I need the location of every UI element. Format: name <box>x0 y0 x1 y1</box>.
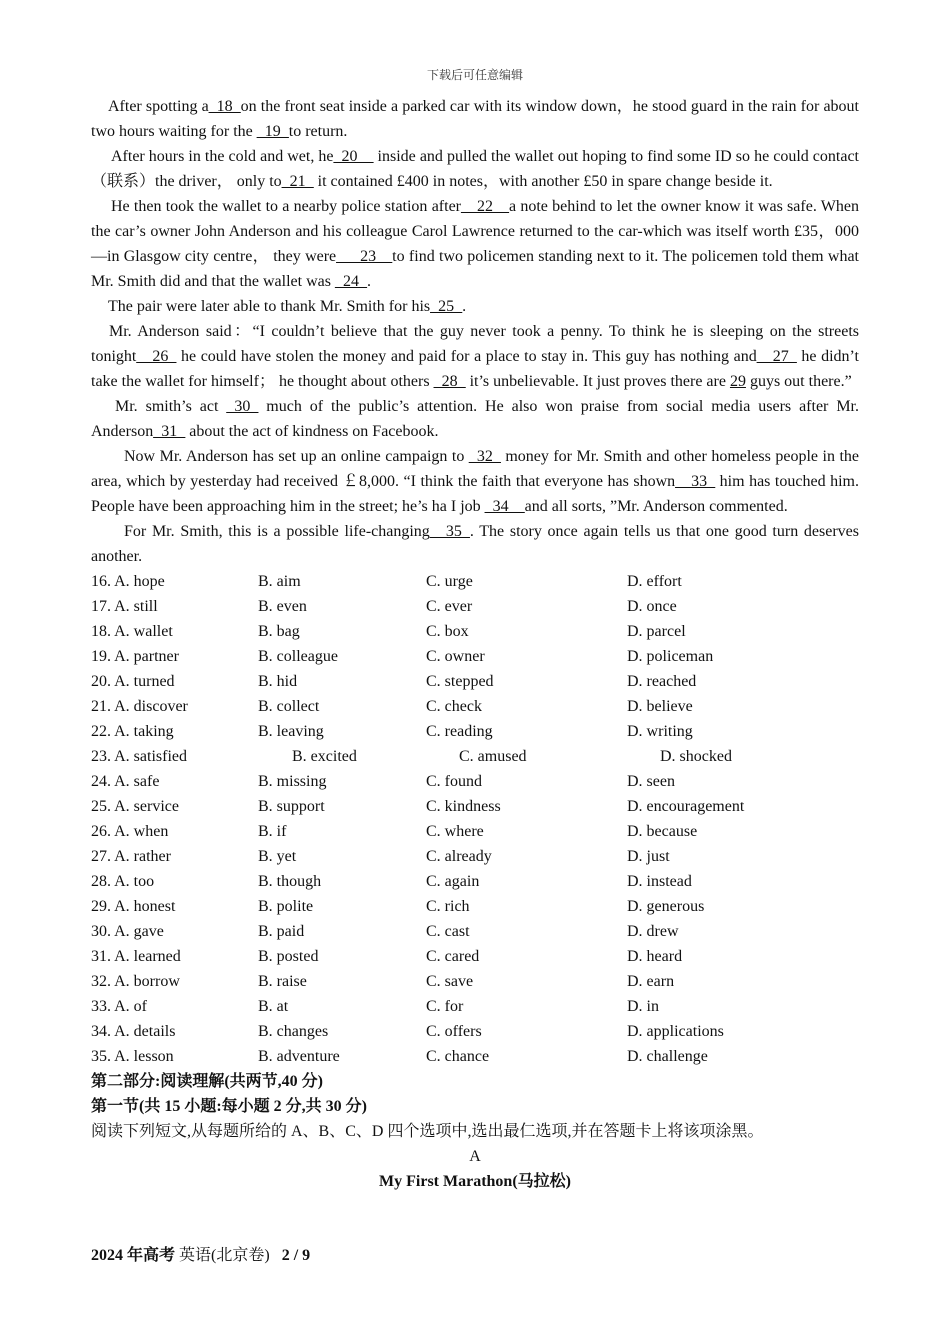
option-d: D. earn <box>627 973 675 990</box>
blank: __35_ <box>429 523 470 540</box>
option-c: C. already <box>426 848 492 865</box>
option-b: B. bag <box>258 623 300 640</box>
option-a: 17. A. still <box>91 598 158 615</box>
text-run: guys out there.” <box>745 373 852 390</box>
blank: _25_ <box>430 298 463 315</box>
option-a: 26. A. when <box>91 823 169 840</box>
text-run: he didn’t take the wallet for himself； he thought about others <box>91 348 860 390</box>
option-c: C. stepped <box>426 673 494 690</box>
option-a: 35. A. lesson <box>91 1048 174 1065</box>
text-run: . <box>366 273 371 290</box>
option-b: B. aim <box>258 573 301 590</box>
option-row <box>91 969 859 994</box>
option-a: 33. A. of <box>91 998 147 1015</box>
option-c: C. offers <box>426 1023 482 1040</box>
passage-letter: A <box>469 1148 481 1165</box>
text-run: He then took the wallet to a nearby police station after <box>111 198 461 215</box>
text-run: about the act of kindness on Facebook. <box>185 423 439 440</box>
option-a: 23. A. satisfied <box>91 748 187 765</box>
text-run: Mr. smith’s act <box>115 398 227 415</box>
option-b: B. yet <box>258 848 297 865</box>
option-c: C. cared <box>426 948 480 965</box>
option-d: D. policeman <box>627 648 714 665</box>
option-a: 30. A. gave <box>91 923 164 940</box>
text-run: . The story once again tells us that one good turn deserves another. <box>91 523 860 565</box>
option-row <box>91 719 859 744</box>
option-d: D. applications <box>627 1023 724 1040</box>
page-footer <box>91 1242 310 1265</box>
option-row <box>91 894 859 919</box>
option-b: B. though <box>258 873 322 890</box>
option-c: C. where <box>426 823 484 840</box>
text-run: him has touched him. People have been approaching him in the street; he’s ha I job <box>91 473 859 515</box>
option-row <box>91 744 859 769</box>
option-b: B. posted <box>258 948 319 965</box>
option-c: C. amused <box>459 748 527 765</box>
text-run: Now Mr. Anderson has set up an online campaign to <box>124 448 469 465</box>
option-d: D. heard <box>627 948 683 965</box>
option-b: B. hid <box>258 673 298 690</box>
option-a: 24. A. safe <box>91 773 160 790</box>
option-a: 21. A. discover <box>91 698 188 715</box>
blank: __27_ <box>756 348 797 365</box>
option-c: C. again <box>426 873 480 890</box>
blank: _31_ <box>153 423 186 440</box>
option-a: 27. A. rather <box>91 848 171 865</box>
option-c: C. reading <box>426 723 493 740</box>
option-c: C. box <box>426 623 469 640</box>
option-c: C. kindness <box>426 798 501 815</box>
option-a: 32. A. borrow <box>91 973 180 990</box>
blank: 29 <box>729 373 746 390</box>
passage-title: My First Marathon(马拉松) <box>379 1173 571 1190</box>
option-a: 29. A. honest <box>91 898 176 915</box>
blank: _20__ <box>333 148 374 165</box>
option-row <box>91 619 859 644</box>
option-row <box>91 794 859 819</box>
option-d: D. effort <box>627 573 682 590</box>
text-run: For Mr. Smith, this is a possible life-changing <box>124 523 430 540</box>
option-a: 19. A. partner <box>91 648 179 665</box>
text-run: The pair were later able to thank Mr. Smith for his <box>108 298 431 315</box>
option-d: D. seen <box>627 773 675 790</box>
text-run: to return. <box>288 123 348 140</box>
option-d: D. parcel <box>627 623 686 640</box>
option-a: 28. A. too <box>91 873 155 890</box>
option-d: D. believe <box>627 698 693 715</box>
paragraph <box>91 294 859 319</box>
option-row <box>91 844 859 869</box>
text-run: After hours in the cold and wet, he <box>111 148 334 165</box>
option-c: C. ever <box>426 598 473 615</box>
text-run: Mr. Anderson said：“I couldn’t believe that the guy never took a penny. To think he is sleeping on the streets tonight <box>91 323 859 365</box>
text-run: to find two policemen standing next to it. The policemen told them what Mr. Smith did and that the wallet was <box>91 248 859 290</box>
text-run: a note behind to let the owner know it was safe. When the car’s owner John Anderson and his colleague Carol Lawrence returned to the car-which was itself worth £35，000—in Glasgow city centre， they were <box>91 198 860 265</box>
option-row <box>91 919 859 944</box>
blank: _18_ <box>208 98 241 115</box>
option-row <box>91 569 859 594</box>
option-c: C. save <box>426 973 474 990</box>
option-b: B. support <box>258 798 325 815</box>
option-c: C. rich <box>426 898 470 915</box>
blank: __33_ <box>675 473 716 490</box>
text-run: he could have stolen the money and paid for a place to stay in. This guy has nothing and <box>176 348 757 365</box>
option-a: 16. A. hope <box>91 573 165 590</box>
option-row <box>91 944 859 969</box>
option-b: B. leaving <box>258 723 324 740</box>
option-row <box>91 1044 859 1069</box>
paragraph <box>91 444 859 519</box>
option-c: C. cast <box>426 923 470 940</box>
text-run: and all sorts, ”Mr. Anderson commented. <box>524 498 788 515</box>
option-a: 18. A. wallet <box>91 623 173 640</box>
options-list <box>91 569 859 1069</box>
option-c: C. urge <box>426 573 473 590</box>
option-d: D. writing <box>627 723 693 740</box>
option-d: D. shocked <box>660 748 732 765</box>
option-row <box>91 594 859 619</box>
instruction: 阅读下列短文,从每题所给的 A、B、C、D 四个选项中,选出最仁选项,并在答题卡上将该项涂黑。 <box>91 1123 764 1140</box>
text-run: . <box>462 298 467 315</box>
option-a: 20. A. turned <box>91 673 175 690</box>
option-c: C. check <box>426 698 482 715</box>
option-d: D. just <box>627 848 670 865</box>
paragraph <box>91 194 859 294</box>
paragraph <box>91 394 859 444</box>
exam-label: 2024 年高考 <box>91 1247 176 1264</box>
option-b: B. raise <box>258 973 307 990</box>
blank: _24_ <box>334 273 367 290</box>
option-d: D. instead <box>627 873 692 890</box>
option-b: B. even <box>258 598 307 615</box>
text-run: After spotting a <box>108 98 209 115</box>
option-row <box>91 869 859 894</box>
option-row <box>91 994 859 1019</box>
paragraph <box>91 144 859 194</box>
part-title: 第二部分:阅读理解(共两节,40 分) <box>91 1073 323 1090</box>
blank: _21_ <box>281 173 314 190</box>
blank: _34__ <box>484 498 525 515</box>
option-d: D. drew <box>627 923 679 940</box>
blank: _30_ <box>226 398 259 415</box>
text-run: much of the public’s attention. He also won praise from social media users after Mr. Anderson <box>91 398 859 440</box>
option-d: D. generous <box>627 898 705 915</box>
option-a: 31. A. learned <box>91 948 181 965</box>
option-d: D. encouragement <box>627 798 745 815</box>
option-b: B. collect <box>258 698 320 715</box>
option-a: 22. A. taking <box>91 723 174 740</box>
subject-label: 英语(北京卷) <box>179 1247 270 1264</box>
option-d: D. in <box>627 998 659 1015</box>
option-c: C. found <box>426 773 482 790</box>
blank: __26_ <box>136 348 177 365</box>
option-row <box>91 819 859 844</box>
text-run: inside and pulled the wallet out hoping to find some ID so he could contact（联系）the driver， only to <box>91 148 860 190</box>
option-d: D. challenge <box>627 1048 708 1065</box>
option-row <box>91 669 859 694</box>
option-c: C. chance <box>426 1048 490 1065</box>
option-b: B. excited <box>292 748 357 765</box>
paragraph <box>91 319 859 394</box>
page-number: 2 / 9 <box>281 1247 311 1264</box>
option-b: B. missing <box>258 773 327 790</box>
option-a: 25. A. service <box>91 798 179 815</box>
option-b: B. colleague <box>258 648 338 665</box>
option-c: C. owner <box>426 648 485 665</box>
blank: ___23__ <box>336 248 393 265</box>
option-row <box>91 1019 859 1044</box>
option-d: D. once <box>627 598 677 615</box>
option-a: 34. A. details <box>91 1023 176 1040</box>
blank: _32_ <box>468 448 501 465</box>
option-b: B. changes <box>258 1023 329 1040</box>
cloze-passage <box>91 94 859 569</box>
paragraph <box>91 94 859 144</box>
option-b: B. paid <box>258 923 305 940</box>
option-d: D. because <box>627 823 698 840</box>
option-b: B. if <box>258 823 287 840</box>
option-row <box>91 694 859 719</box>
text-run: money for Mr. Smith and other homeless people in the area, which by yesterday had received ￡8,000. “I think the faith that everyone has shown <box>91 448 859 490</box>
blank: _28_ <box>433 373 466 390</box>
blank: __22__ <box>461 198 509 215</box>
option-b: B. polite <box>258 898 314 915</box>
blank: _19_ <box>256 123 289 140</box>
paragraph <box>91 519 859 569</box>
option-b: B. adventure <box>258 1048 340 1065</box>
option-row <box>91 769 859 794</box>
document-body <box>91 94 859 1194</box>
text-run: it contained £400 in notes，with another £50 in spare change beside it. <box>313 173 773 190</box>
option-row <box>91 644 859 669</box>
option-d: D. reached <box>627 673 697 690</box>
page-header: 下载后可任意编辑 <box>426 68 523 82</box>
option-c: C. for <box>426 998 464 1015</box>
text-run: it’s unbelievable. It just proves there are <box>465 373 730 390</box>
section-title: 第一节(共 15 小题:每小题 2 分,共 30 分) <box>91 1098 367 1115</box>
text-run: on the front seat inside a parked car with its window down，he stood guard in the rain for about two hours waiting for the <box>91 98 859 140</box>
option-b: B. at <box>258 998 289 1015</box>
